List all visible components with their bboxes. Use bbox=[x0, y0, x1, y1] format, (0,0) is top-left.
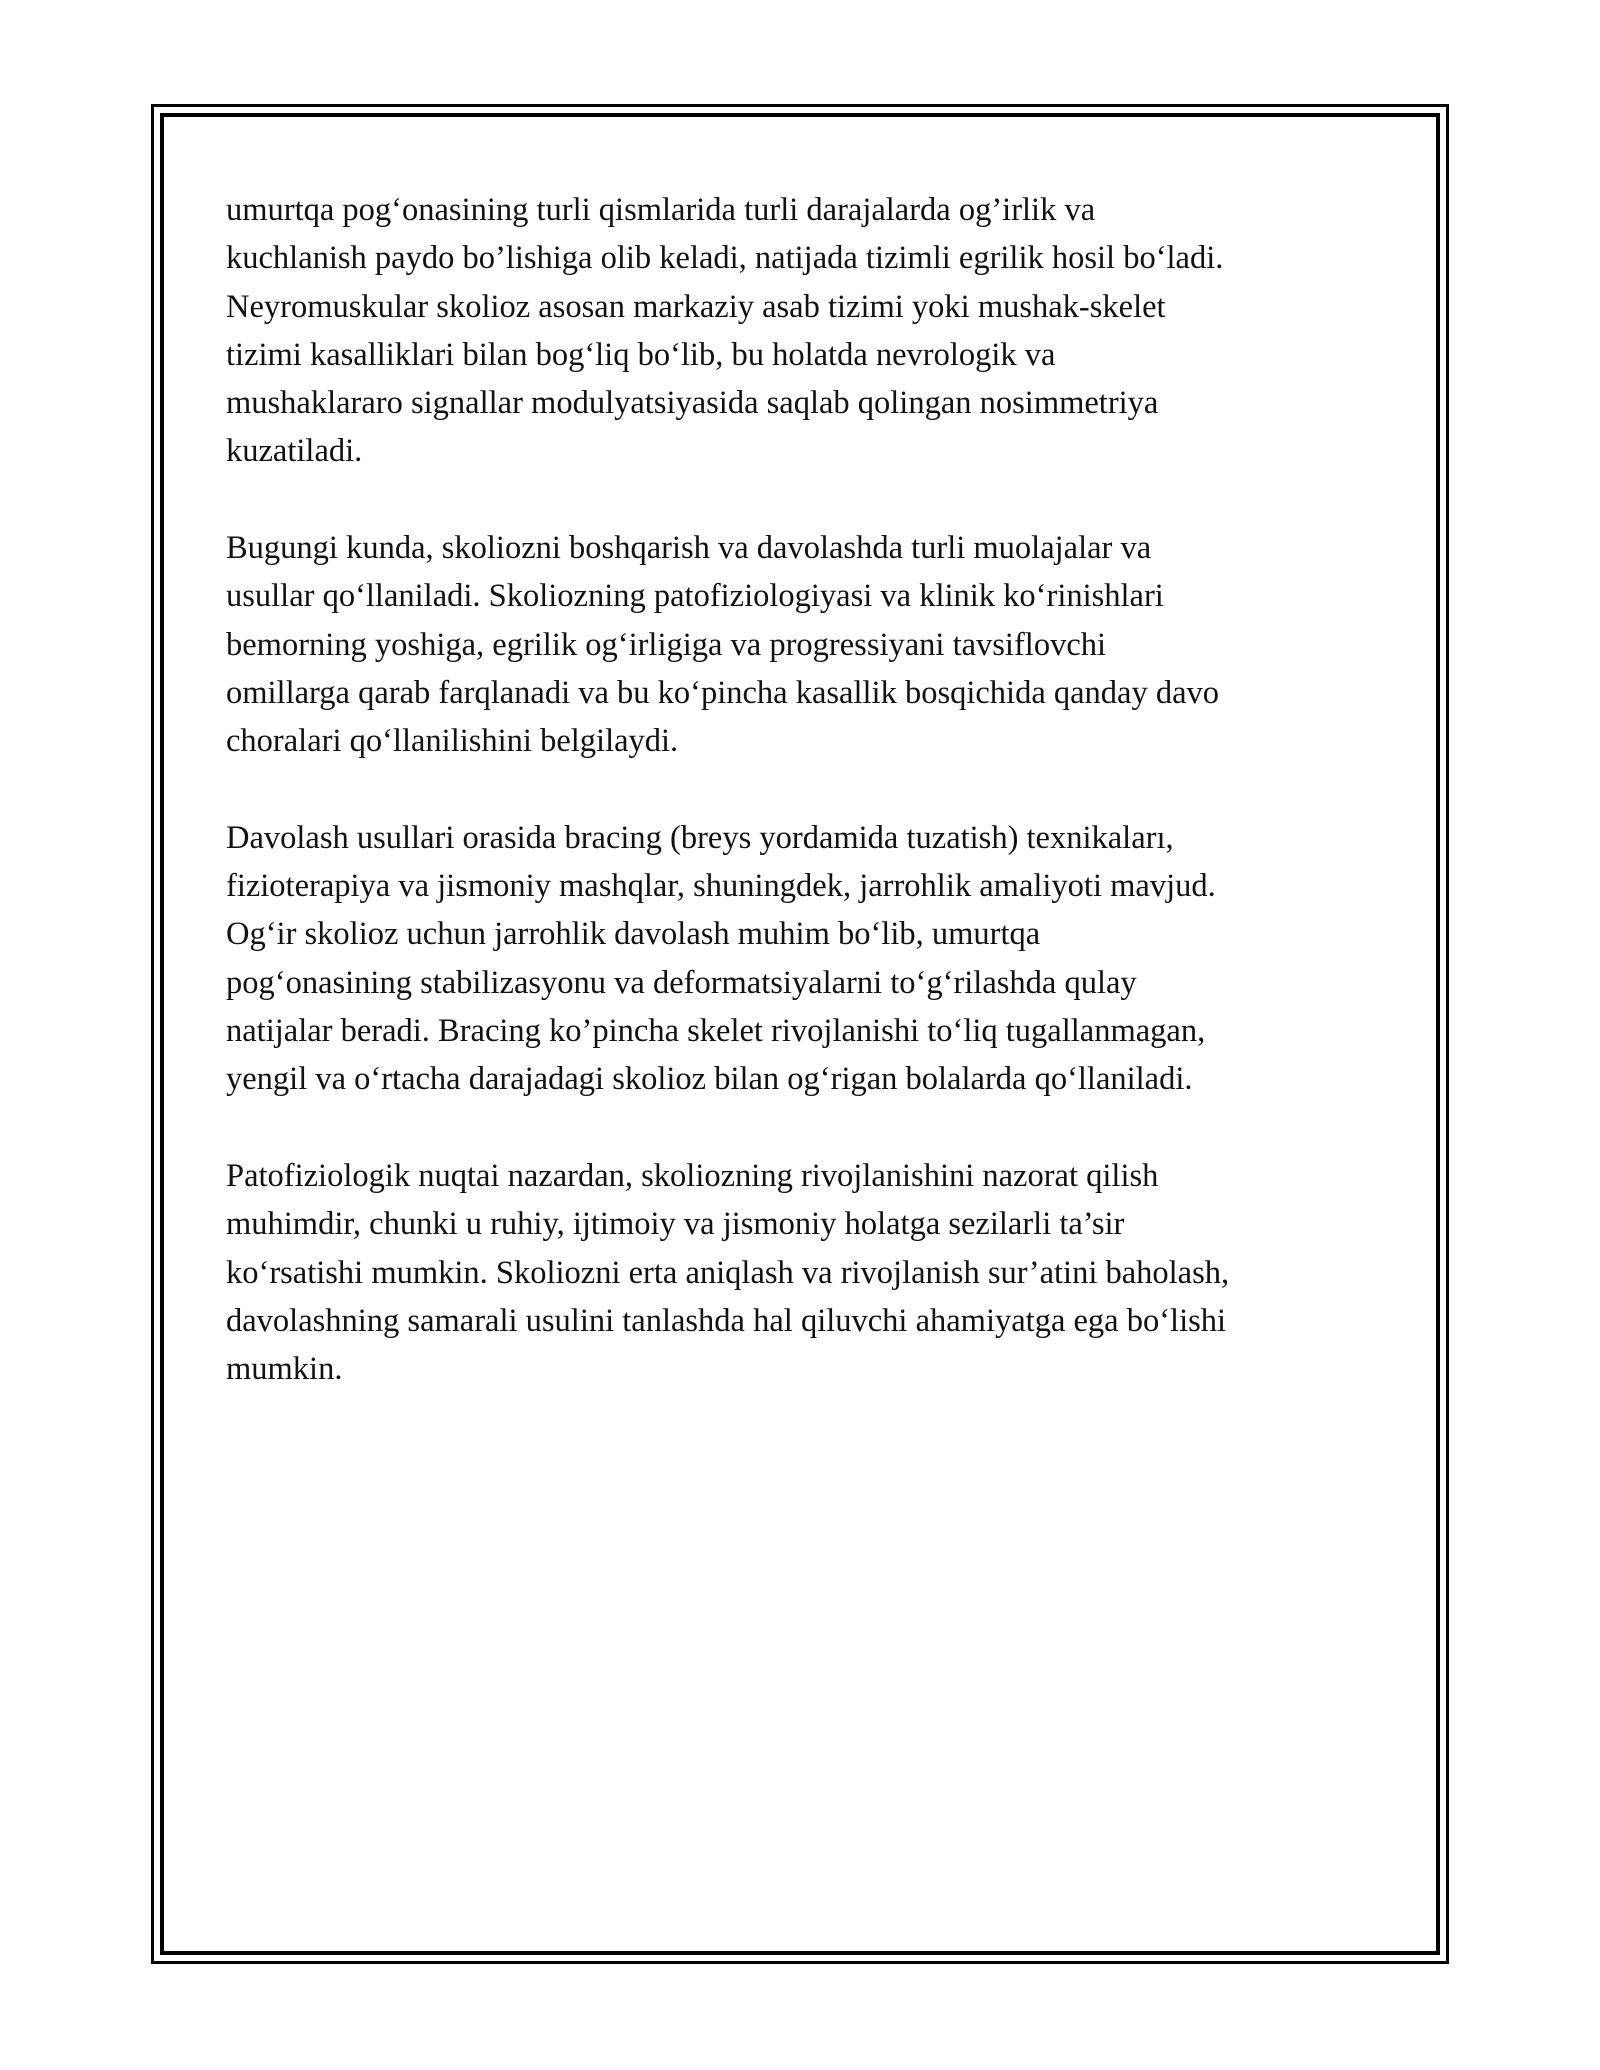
text-line: bemorning yoshiga, egrilik og‘irligiga va progressiyani tavsiflovchi bbox=[226, 626, 1107, 663]
text-line: Neyromuskular skolioz asosan markaziy asab tizimi yoki mushak-skelet bbox=[226, 288, 1166, 325]
text-line: Davolash usullari orasida bracing (breys yordamida tuzatish) texnikaları, bbox=[226, 819, 1174, 856]
document-body bbox=[226, 186, 1386, 1442]
text-line: usullar qo‘llaniladi. Skoliozning patofiziologiyasi va klinik ko‘rinishlari bbox=[226, 578, 1164, 615]
text-line: yengil va o‘rtacha darajadagi skolioz bilan og‘rigan bolalarda qo‘llaniladi. bbox=[226, 1061, 1193, 1098]
text-line: muhimdir, chunki u ruhiy, ijtimoiy va jismoniy holatga sezilarli ta’sir bbox=[226, 1206, 1125, 1243]
text-line: natijalar beradi. Bracing ko’pincha skelet rivojlanishi to‘liq tugallanmagan, bbox=[226, 1013, 1206, 1050]
text-line: omillarga qarab farqlanadi va bu ko‘pincha kasallik bosqichida qanday davo bbox=[226, 674, 1220, 711]
paragraph-2 bbox=[226, 524, 1386, 765]
text-line: davolashning samarali usulini tanlashda hal qiluvchi ahamiyatga ega bo‘lishi bbox=[226, 1302, 1227, 1339]
text-line: mushaklararo signallar modulyatsiyasida saqlab qolingan nosimmetriya bbox=[226, 385, 1159, 422]
paragraph-1 bbox=[226, 186, 1386, 476]
text-line: kuchlanish paydo bo’lishiga olib keladi, natijada tizimli egrilik hosil bo‘ladi. bbox=[226, 240, 1224, 277]
text-line: Og‘ir skolioz uchun jarrohlik davolash muhim bo‘lib, umurtqa bbox=[226, 916, 1041, 953]
text-line: Bugungi kunda, skoliozni boshqarish va davolashda turli muolajalar va bbox=[226, 530, 1152, 567]
text-line: kuzatiladi. bbox=[226, 433, 363, 470]
text-line: pog‘onasining stabilizasyonu va deformatsiyalarni to‘g‘rilashda qulay bbox=[226, 964, 1137, 1001]
text-line: choralari qo‘llanilishini belgilaydi. bbox=[226, 723, 679, 760]
text-line: Patofiziologik nuqtai nazardan, skoliozning rivojlanishini nazorat qilish bbox=[226, 1157, 1159, 1194]
text-line: ko‘rsatishi mumkin. Skoliozni erta aniqlash va rivojlanish sur’atini baholash, bbox=[226, 1254, 1230, 1291]
paragraph-4 bbox=[226, 1152, 1386, 1393]
text-line: umurtqa pog‘onasining turli qismlarida turli darajalarda og’irlik va bbox=[226, 192, 1096, 228]
text-line: mumkin. bbox=[226, 1351, 343, 1388]
paragraph-3 bbox=[226, 814, 1386, 1104]
text-line: fizioterapiya va jismoniy mashqlar, shuningdek, jarrohlik amaliyoti mavjud. bbox=[226, 868, 1216, 905]
text-line: tizimi kasalliklari bilan bog‘liq bo‘lib, bu holatda nevrologik va bbox=[226, 336, 1056, 373]
